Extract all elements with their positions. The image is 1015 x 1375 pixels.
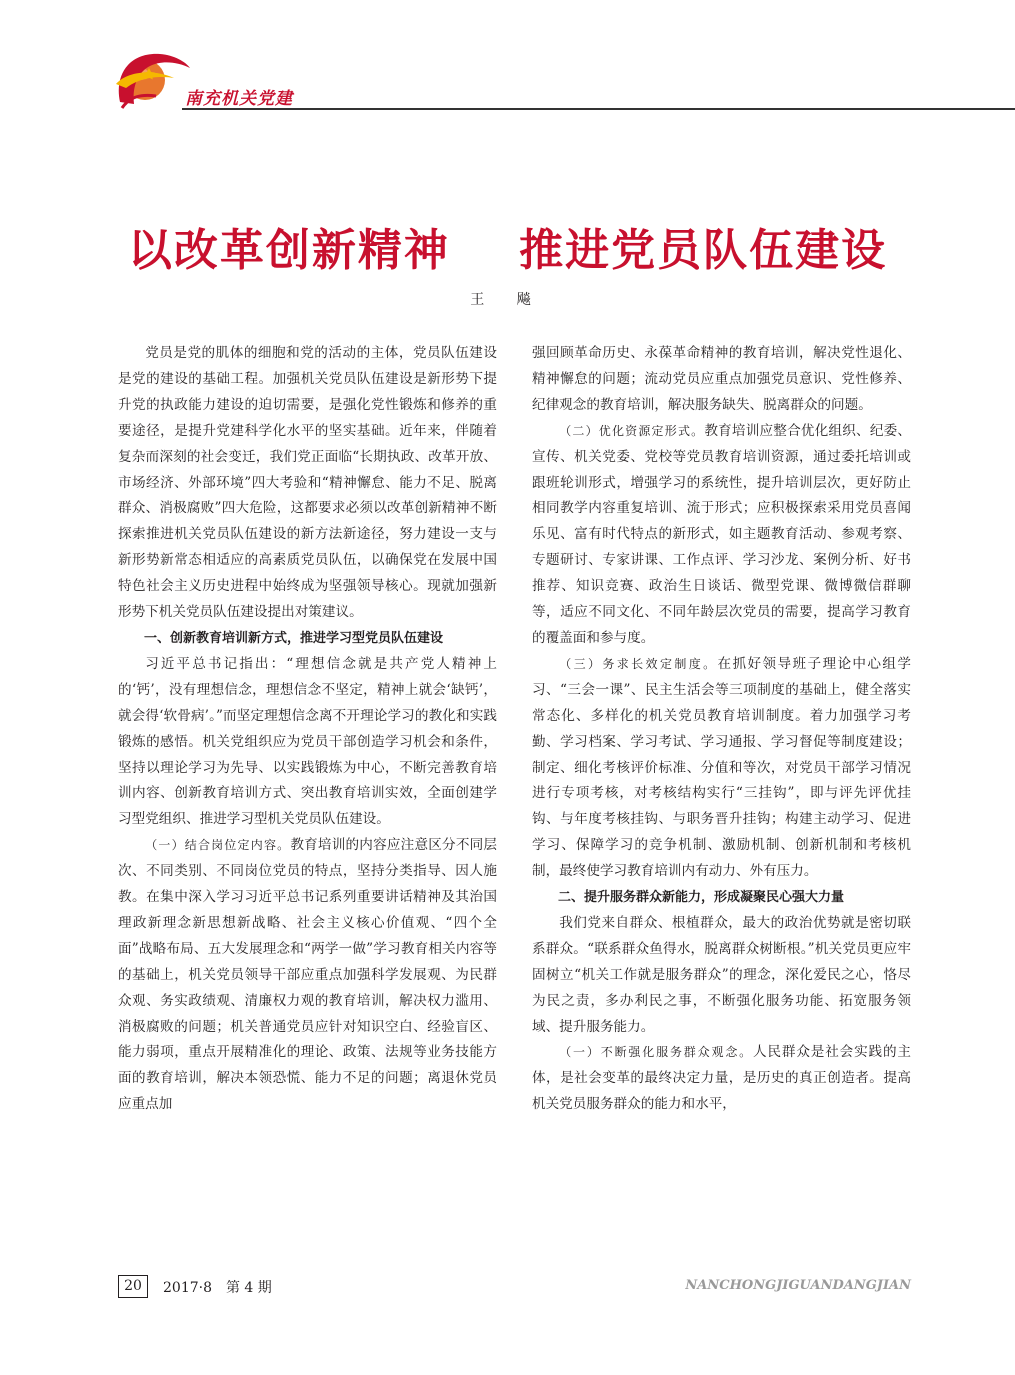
body-paragraph: 我们党来自群众、根植群众，最大的政治优势就是密切联系群众。“联系群众鱼得水，脱离群众树断根。”机关党员更应牢固树立“机关工作就是服务群众”的理念，深化爱民之心，恪尽为民之责，多办利民之事，不断强化服务功能、拓宽服务领域、提升服务能力。: [532, 914, 911, 1035]
subsection-heading: （三）务求长效定制度。: [559, 656, 718, 671]
paragraph-text: 教育培训应整合优化组织、纪委、宣传、机关党委、党校等党员教育培训资源，通过委托培训或跟班轮训形式，增强学习的系统性，提升培训层次，更好防止相同教学内容重复培训、流于形式；应积极探索采用党员喜闻乐见、富有时代特点的新形式，如主题教育活动、参观考察、专题研讨、专家讲课、工作点评、学习沙龙、案例分析、好书推荐、知识竞赛、政治生日谈话、微型党课、微博微信群聊等，适应不同文化、不同年龄层次党员的需要，提高学习教育的覆盖面和参与度。: [532, 422, 911, 646]
magazine-name: 南充机关党建: [185, 89, 293, 109]
subsection-heading: （二）优化资源定形式。: [559, 423, 705, 438]
page-number: 20: [118, 1275, 148, 1298]
body-paragraph: 党员是党的肌体的细胞和党的活动的主体，党员队伍建设是党的建设的基础工程。加强机关党员队伍建设是新形势下提升党的执政能力建设的迫切需要，是强化党性锻炼和修养的重要途径，是提升党建科学化水平的坚实基础。近年来，伴随着复杂而深刻的社会变迁，我们党正面临“长期执政、改革开放、市场经济、外部环境”四大考验和“精神懈怠、能力不足、脱离群众、消极腐败”四大危险，这都要求必须以改革创新精神不断探索推进机关党员队伍建设的新方法新途径，努力建设一支与新形势新常态相适应的高素质党员队伍，以确保党在发展中国特色社会主义历史进程中始终成为坚强领导核心。现就加强新形势下机关党员队伍建设提出对策建议。: [118, 345, 497, 621]
footer-magazine-pinyin: NANCHONGJIGUANDANGJIAN: [685, 1278, 911, 1293]
body-paragraph: [532, 1040, 911, 1118]
issue-info: 2017·8 第 4 期: [163, 1280, 272, 1296]
body-paragraph: [532, 652, 911, 885]
body-paragraph: 习近平总书记指出：“理想信念就是共产党人精神上的‘钙’，没有理想信念，理想信念不坚定，精神上就会‘缺钙’，就会得‘软骨病’。”而坚定理想信念离不开理论学习的教化和实践锻炼的感悟。机关党组织应为党员干部创造学习机会和条件，坚持以理论学习为先导、以实践锻炼为中心，不断完善教育培训内容、创新教育培训方式、突出教育培训实效，全面创建学习型党组织、推进学习型机关党员队伍建设。: [118, 655, 497, 828]
article-body-right-column: [532, 341, 911, 1118]
subsection-heading: （一）不断强化服务群众观念。: [559, 1045, 754, 1060]
body-paragraph: [118, 833, 497, 1118]
article-title: 以改革创新精神 推进党员队伍建设: [127, 225, 888, 276]
header-rule: [182, 108, 1015, 110]
paragraph-text: 教育培训的内容应注意区分不同层次、不同类别、不同岗位党员的特点，坚持分类指导、因人施教。在集中深入学习习近平总书记系列重要讲话精神及其治国理政新理念新思想新战略、社会主义核心价值观、“四个全面”战略布局、五大发展理念和“两学一做”学习教育相关内容等的基础上，机关党员领导干部应重点加强科学发展观、为民群众观、务实政绩观、清廉权力观的教育培训，解决权力滥用、消极腐败的问题；机关普通党员应针对知识空白、经验盲区、能力弱项，重点开展精准化的理论、政策、法规等业务技能方面的教育培训，解决本领恐慌、能力不足的问题；离退休党员应重点加: [118, 837, 497, 1113]
article-body-left-column: [118, 341, 497, 1118]
section-heading: 一、创新教育培训新方式，推进学习型党员队伍建设: [144, 630, 444, 646]
paragraph-text: 在抓好领导班子理论中心组学习、“三会一课”、民主生活会等三项制度的基础上，健全落实常态化、多样化的机关党员教育培训制度。着力加强学习考勤、学习档案、学习考试、学习通报、学习督促等制度建设；制定、细化考核评价标准、分值和等次，对党员干部学习情况进行专项考核，对考核结构实行“三挂钩”，即与评先评优挂钩、与年度考核挂钩、与职务晋升挂钩；构建主动学习、促进学习、保障学习的竞争机制、激励机制、创新机制和考核机制，最终使学习教育培训内有动力、外有压力。: [532, 655, 911, 880]
magazine-logo: [112, 44, 192, 114]
body-paragraph: [532, 419, 911, 652]
article-author: 王 飚: [470, 292, 545, 308]
paragraph-text: 人民群众是社会实践的主体，是社会变革的最终决定力量，是历史的真正创造者。提高机关党员服务群众的能力和水平，: [532, 1044, 911, 1113]
subsection-heading: （一）结合岗位定内容。: [145, 838, 291, 853]
section-heading: 二、提升服务群众新能力，形成凝聚民心强大力量: [558, 890, 845, 906]
body-paragraph: 强回顾革命历史、永葆革命精神的教育培训，解决党性退化、精神懈怠的问题；流动党员应重点加强党员意识、党性修养、纪律观念的教育培训，解决服务缺失、脱离群众的问题。: [532, 345, 911, 413]
